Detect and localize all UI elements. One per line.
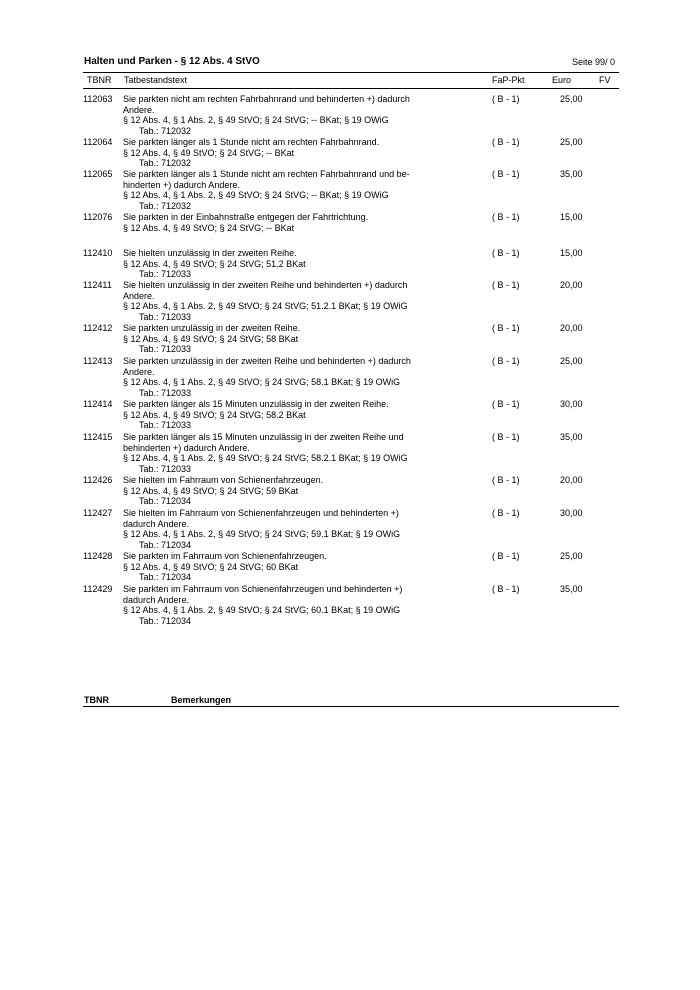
page-number: Seite 99/ 0 (571, 57, 615, 67)
entry-number: 112064 (83, 137, 113, 147)
column-header-euro: Euro (552, 75, 572, 85)
entry-text: Sie parkten länger als 1 Stunde nicht am rechten Fahrbahnrand. (123, 137, 380, 147)
entry-table-reference: Tab.: 712033 (139, 344, 192, 355)
entry-legal-reference: § 12 Abs. 4, § 1 Abs. 2, § 49 StVO; § 24 StVG; 51.2.1 BKat; § 19 OWiG (123, 301, 408, 312)
entry-number: 112063 (83, 94, 113, 104)
entry-legal-reference: § 12 Abs. 4, § 49 StVO; § 24 StVG; 58 BKat (123, 333, 299, 344)
entry-text: Sie hielten unzulässig in der zweiten Reihe und behinderten +) dadurch Andere. (123, 280, 408, 301)
entry-legal-reference: § 12 Abs. 4, § 49 StVO; § 24 StVG; 60 BKat (123, 561, 299, 572)
entry-table-reference: Tab.: 712033 (139, 269, 192, 280)
entry-points: ( B - 1) (492, 248, 520, 258)
entry-number: 112427 (83, 508, 113, 518)
entry-euro: 35,00 (560, 169, 583, 179)
entry-text: Sie parkten im Fahrraum von Schienenfahrzeugen und behinderten +) dadurch Andere. (123, 584, 403, 605)
entry-euro: 15,00 (560, 212, 583, 222)
entry-points: ( B - 1) (492, 323, 520, 333)
entry-legal-reference: § 12 Abs. 4, § 49 StVO; § 24 StVG; 58.2 BKat (123, 409, 306, 420)
entry-legal-reference: § 12 Abs. 4, § 1 Abs. 2, § 49 StVO; § 24 StVG; -- BKat; § 19 OWiG (123, 115, 389, 126)
entry-legal-reference: § 12 Abs. 4, § 1 Abs. 2, § 49 StVO; § 24 StVG; 58.1 BKat; § 19 OWiG (123, 377, 401, 388)
entry-points: ( B - 1) (492, 551, 520, 561)
entry-table-reference: Tab.: 712032 (139, 158, 192, 169)
entry-number: 112415 (83, 432, 113, 442)
entry-number: 112065 (83, 169, 113, 179)
entry-legal-reference: § 12 Abs. 4, § 1 Abs. 2, § 49 StVO; § 24 StVG; 58.2.1 BKat; § 19 OWiG (123, 453, 408, 464)
entry-euro: 35,00 (560, 432, 583, 442)
entry-points: ( B - 1) (492, 399, 520, 409)
entry-number: 112428 (83, 551, 113, 561)
entry-text: Sie parkten unzulässig in der zweiten Reihe und behinderten +) dadurch Andere. (123, 356, 411, 377)
entry-legal-reference: § 12 Abs. 4, § 49 StVO; § 24 StVG; -- BKat (123, 222, 295, 233)
entry-table-reference: Tab.: 712033 (139, 311, 192, 322)
entry-euro: 25,00 (560, 551, 583, 561)
entry-legal-reference: § 12 Abs. 4, § 49 StVO; § 24 StVG; 51.2 BKat (123, 258, 306, 269)
header-rule-top (83, 72, 619, 73)
entry-text: Sie parkten in der Einbahnstraße entgegen der Fahrtrichtung. (123, 212, 369, 222)
entry-points: ( B - 1) (492, 137, 520, 147)
entry-euro: 20,00 (560, 280, 583, 290)
entry-number: 112413 (83, 356, 113, 366)
entry-text: Sie parkten unzulässig in der zweiten Reihe. (123, 323, 301, 333)
footer-rule (83, 706, 619, 707)
entry-points: ( B - 1) (492, 584, 520, 594)
entry-text: Sie parkten länger als 15 Minuten unzulässig in der zweiten Reihe und behinderten +) dadurch Andere. (123, 432, 404, 453)
entry-points: ( B - 1) (492, 356, 520, 366)
entry-legal-reference: § 12 Abs. 4, § 1 Abs. 2, § 49 StVO; § 24 StVG; 60.1 BKat; § 19 OWiG (123, 605, 401, 616)
entry-text: Sie parkten nicht am rechten Fahrbahnrand und behinderten +) dadurch Andere. (123, 94, 410, 115)
entry-points: ( B - 1) (492, 212, 520, 222)
entry-legal-reference: § 12 Abs. 4, § 49 StVO; § 24 StVG; 59 BKat (123, 485, 299, 496)
entry-text: Sie hielten unzulässig in der zweiten Reihe. (123, 248, 297, 258)
entry-number: 112076 (83, 212, 113, 222)
header-rule-bottom (83, 88, 619, 89)
entry-table-reference: Tab.: 712034 (139, 496, 192, 507)
entry-legal-reference: § 12 Abs. 4, § 1 Abs. 2, § 49 StVO; § 24 StVG; 59.1 BKat; § 19 OWiG (123, 529, 401, 540)
entry-text: Sie parkten länger als 1 Stunde nicht am rechten Fahrbahnrand und be-hinderten +) dadurch Andere. (123, 169, 410, 190)
entry-table-reference: Tab.: 712033 (139, 387, 192, 398)
entry-points: ( B - 1) (492, 508, 520, 518)
entry-euro: 20,00 (560, 323, 583, 333)
entry-number: 112410 (83, 248, 113, 258)
entry-number: 112429 (83, 584, 113, 594)
entry-points: ( B - 1) (492, 169, 520, 179)
entry-euro: 25,00 (560, 356, 583, 366)
entry-points: ( B - 1) (492, 94, 520, 104)
entry-table-reference: Tab.: 712034 (139, 615, 192, 626)
entry-number: 112414 (83, 399, 113, 409)
entry-euro: 20,00 (560, 475, 583, 485)
column-header-text: Tatbestandstext (124, 75, 188, 85)
entry-table-reference: Tab.: 712032 (139, 125, 192, 136)
entry-points: ( B - 1) (492, 475, 520, 485)
column-header-fv: FV (599, 75, 611, 85)
entry-number: 112411 (83, 280, 112, 290)
entry-table-reference: Tab.: 712033 (139, 420, 192, 431)
entry-euro: 15,00 (560, 248, 583, 258)
footer-column-remarks: Bemerkungen (171, 695, 232, 705)
entry-text: Sie hielten im Fahrraum von Schienenfahrzeugen und behinderten +) dadurch Andere. (123, 508, 399, 529)
entry-legal-reference: § 12 Abs. 4, § 49 StVO; § 24 StVG; -- BKat (123, 147, 295, 158)
entry-number: 112412 (83, 323, 113, 333)
entry-table-reference: Tab.: 712034 (139, 539, 192, 550)
entry-euro: 35,00 (560, 584, 583, 594)
entry-euro: 30,00 (560, 399, 583, 409)
entry-points: ( B - 1) (492, 280, 520, 290)
page-title: Halten und Parken - § 12 Abs. 4 StVO (84, 56, 260, 67)
entry-number: 112426 (83, 475, 113, 485)
column-header-points: FaP-Pkt (492, 75, 525, 85)
entry-text: Sie parkten länger als 15 Minuten unzulässig in der zweiten Reihe. (123, 399, 389, 409)
footer-column-tbnr: TBNR (84, 695, 109, 705)
entry-legal-reference: § 12 Abs. 4, § 1 Abs. 2, § 49 StVO; § 24 StVG; -- BKat; § 19 OWiG (123, 190, 389, 201)
column-header-tbnr: TBNR (87, 75, 112, 85)
entry-euro: 25,00 (560, 137, 583, 147)
entry-points: ( B - 1) (492, 432, 520, 442)
entry-text: Sie hielten im Fahrraum von Schienenfahrzeugen. (123, 475, 324, 485)
entry-table-reference: Tab.: 712034 (139, 572, 192, 583)
entry-table-reference: Tab.: 712033 (139, 463, 192, 474)
entry-euro: 30,00 (560, 508, 583, 518)
entry-text: Sie parkten im Fahrraum von Schienenfahrzeugen. (123, 551, 327, 561)
entry-table-reference: Tab.: 712032 (139, 200, 192, 211)
entry-euro: 25,00 (560, 94, 583, 104)
